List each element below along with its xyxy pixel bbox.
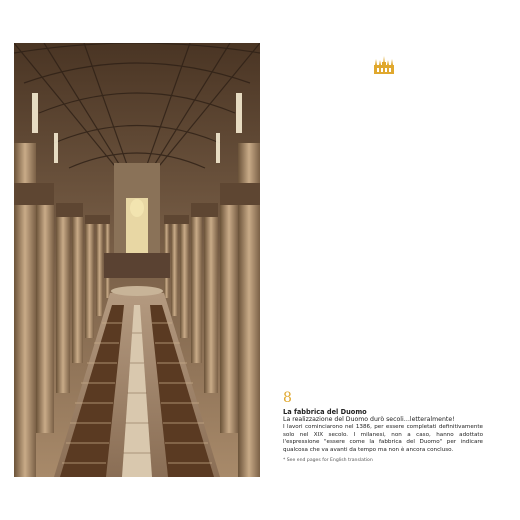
cathedral-interior-photo — [14, 43, 260, 477]
footnote: * See end pages for English translation — [283, 458, 373, 464]
page-number: 8 — [283, 390, 292, 406]
section-heading: La fabbrica del Duomo — [283, 408, 367, 416]
duomo-logo-icon — [372, 56, 396, 74]
section-subheading: La realizzazione del Duomo durò secoli…letteralmente! — [283, 416, 455, 423]
body-paragraph: I lavori cominciarono nel 1386, per essere completati definitivamente solo nel XIX secolo. I milanesi, non a caso, hanno adottato l'espressione "essere come la fabbrica del Duomo" per indicare qualcosa che va avanti da tempo ma non è ancora concluso. — [283, 424, 483, 453]
text-block — [283, 390, 483, 464]
